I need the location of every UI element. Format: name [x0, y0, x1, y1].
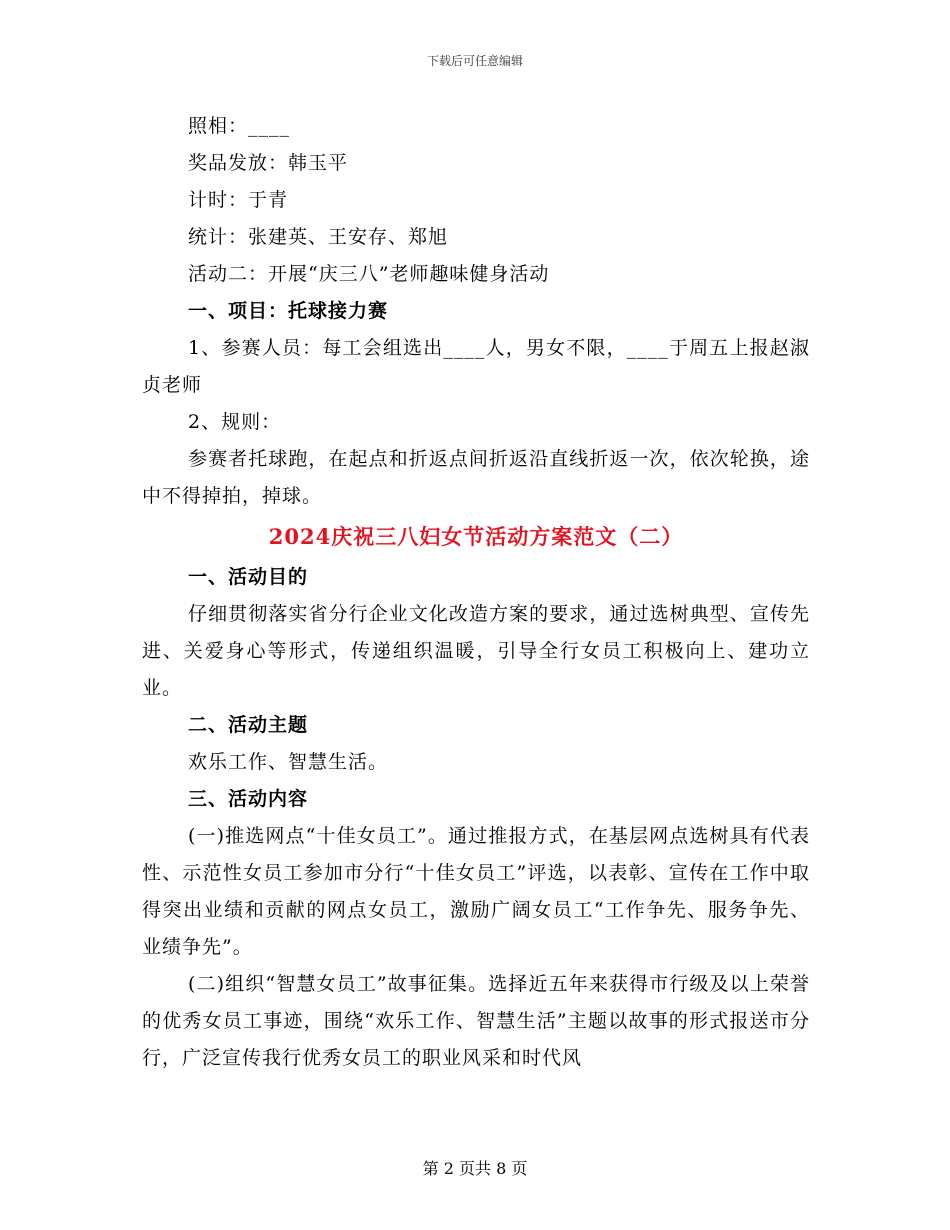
theme-heading: 二、活动主题 [188, 714, 309, 736]
page-footer: 第 2 页共 8 页 [422, 1159, 528, 1178]
rules-label: 2、规则： [188, 411, 282, 433]
stats-line: 统计：张建英、王安存、郑旭 [188, 226, 449, 248]
prize-line: 奖品发放：韩玉平 [188, 152, 349, 174]
page-header: 下载后可任意编辑 [426, 54, 523, 68]
project-heading: 一、项目：托球接力赛 [188, 300, 389, 322]
timing-line: 计时：于青 [188, 189, 289, 211]
document-body [142, 108, 810, 1077]
content-paragraph-2: (二)组织“智慧女员工”故事征集。选择近五年来获得市行级及以上荣誉的优秀女员工事迹，围绕“欢乐工作、智慧生活”主题以故事的形式报送市分行，广泛宣传我行优秀女员工的职业风采和时代风 [142, 973, 810, 1069]
activity-two-line: 活动二：开展“庆三八”老师趣味健身活动 [188, 263, 550, 285]
content-heading: 三、活动内容 [188, 788, 309, 810]
rules-paragraph: 参赛者托球跑，在起点和折返点间折返沿直线折返一次，依次轮换，途中不得掉拍，掉球。 [142, 448, 810, 507]
participants-paragraph: 1、参赛人员：每工会组选出____人，男女不限，____于周五上报赵淑贞老师 [142, 337, 810, 396]
purpose-paragraph: 仔细贯彻落实省分行企业文化改造方案的要求，通过选树典型、宣传先进、关爱身心等形式，传递组织温暖，引导全行女员工积极向上、建功立业。 [142, 603, 810, 699]
purpose-heading: 一、活动目的 [188, 566, 309, 588]
photo-line: 照相：____ [188, 115, 291, 137]
content-paragraph-1: (一)推选网点“十佳女员工”。通过推报方式，在基层网点选树具有代表性、示范性女员工参加市分行“十佳女员工”评选，以表彰、宣传在工作中取得突出业绩和贡献的网点女员工，激励广阔女员工“工作争先、服务争先、业绩争先”。 [142, 825, 810, 958]
section-title: 2024庆祝三八妇女节活动方案范文（二） [268, 524, 684, 549]
theme-text: 欢乐工作、智慧生活。 [188, 751, 389, 773]
